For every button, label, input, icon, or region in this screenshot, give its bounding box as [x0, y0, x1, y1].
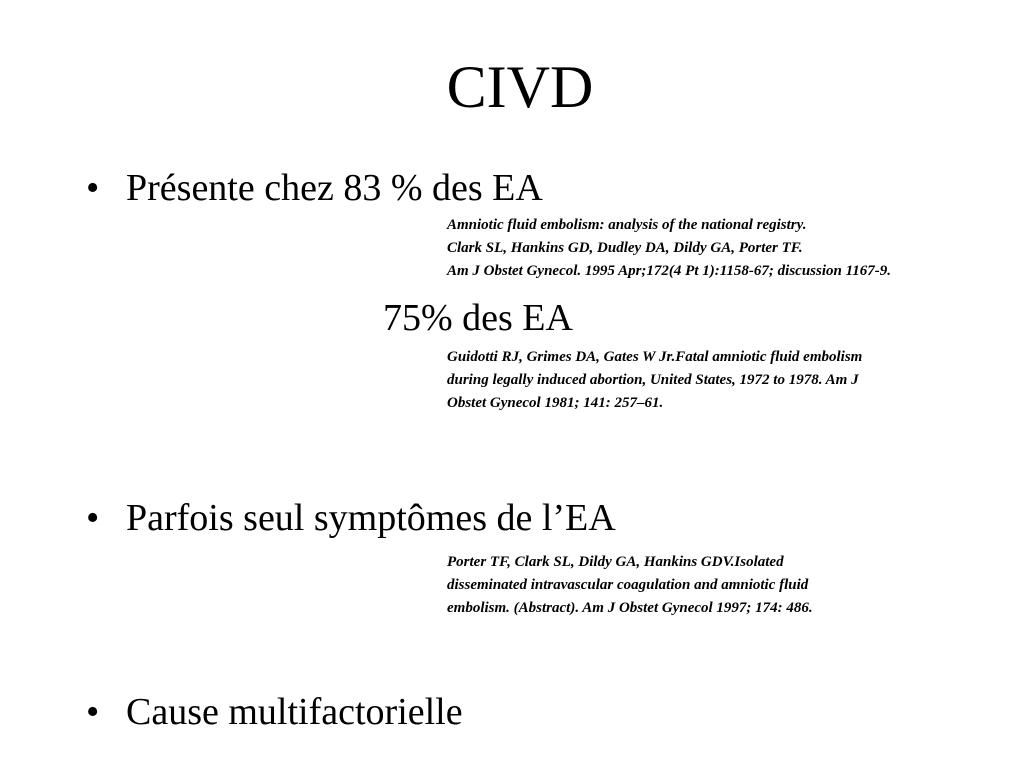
secondary-stat: 75% des EA [383, 297, 573, 339]
reference-line: Porter TF, Clark SL, Dildy GA, Hankins GDV.Isolated [447, 554, 784, 570]
reference-line: disseminated intravascular coagulation and amniotic fluid [447, 577, 809, 593]
bullet-item [86, 166, 543, 210]
reference-line: Obstet Gynecol 1981; 141: 257–61. [447, 395, 664, 411]
bullet-glyph: • [86, 497, 100, 539]
bullet-glyph: • [86, 167, 100, 209]
reference-line: Guidotti RJ, Grimes DA, Gates W Jr.Fatal amniotic fluid embolism [447, 349, 863, 365]
bullet-glyph: • [86, 691, 100, 733]
reference-line: during legally induced abortion, United States, 1972 to 1978. Am J [447, 372, 859, 388]
bullet-item [86, 496, 616, 540]
reference-line: Amniotic fluid embolism: analysis of the national registry. [447, 217, 807, 233]
reference-line: Am J Obstet Gynecol. 1995 Apr;172(4 Pt 1):1158-67; discussion 1167-9. [447, 263, 892, 279]
reference-citation [447, 346, 862, 415]
reference-line: Clark SL, Hankins GD, Dudley DA, Dildy GA, Porter TF. [447, 240, 803, 256]
bullet-text: Présente chez 83 % des EA [126, 167, 543, 209]
bullet-text: Parfois seul symptômes de l’EA [126, 497, 616, 539]
reference-line: embolism. (Abstract). Am J Obstet Gynecol 1997; 174: 486. [447, 600, 813, 616]
reference-citation [447, 214, 891, 283]
reference-citation [447, 551, 813, 620]
bullet-text: Cause multifactorielle [126, 691, 463, 733]
slide-title: CIVD [446, 54, 594, 120]
bullet-item [86, 690, 463, 734]
